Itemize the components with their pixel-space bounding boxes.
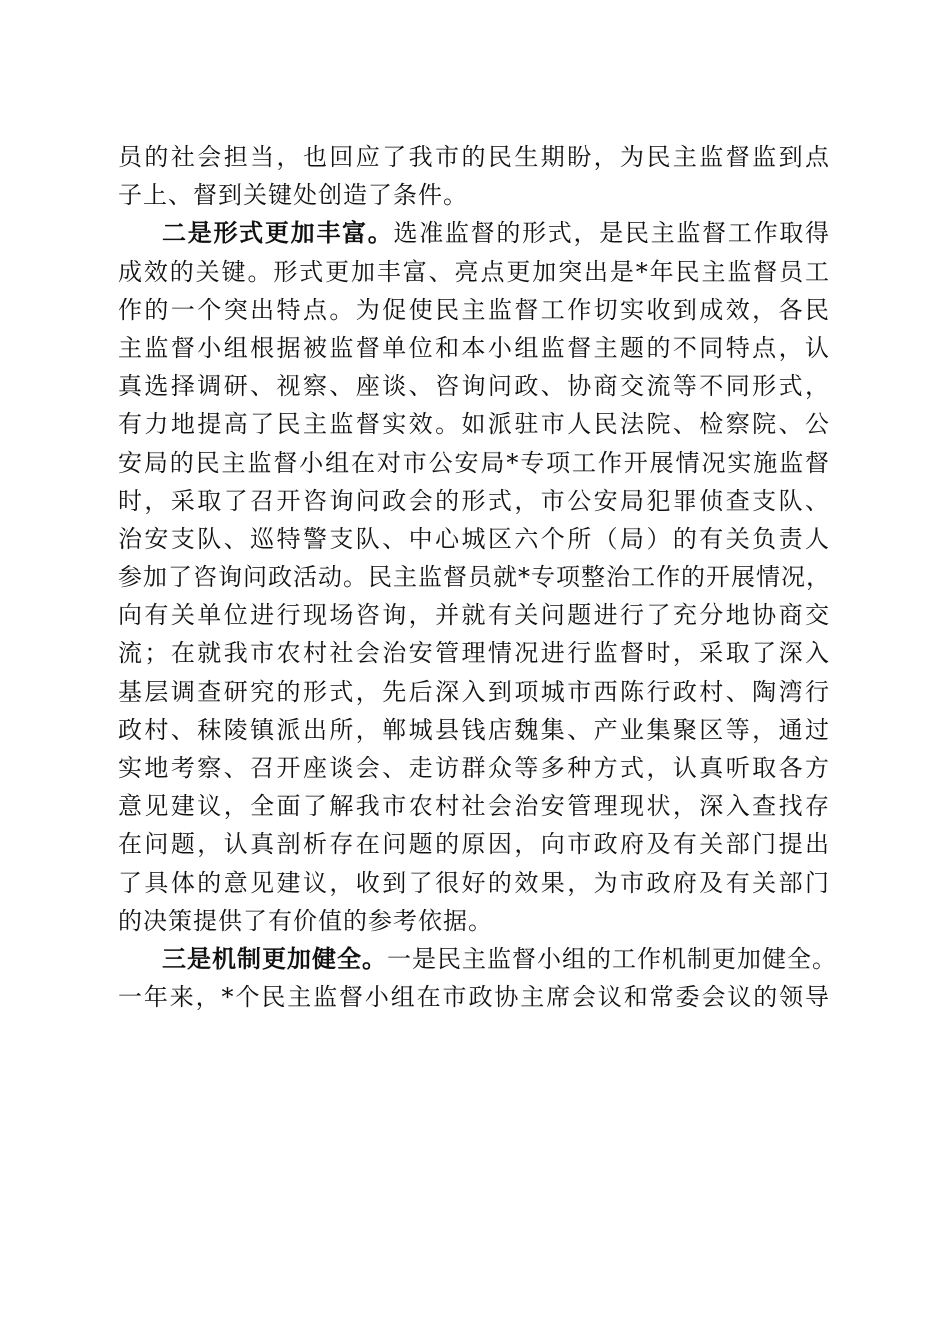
paragraph-line: 在问题，认真剖析存在问题的原因，向市政府及有关部门提出 (118, 830, 830, 859)
paragraph-line: 员的社会担当，也回应了我市的民生期盼，为民主监督监到点 (118, 143, 830, 171)
paragraph-line: 一年来，*个民主监督小组在市政协主席会议和常委会议的领导 (118, 983, 830, 1012)
document-page (118, 138, 837, 1016)
paragraph-line: 作的一个突出特点。为促使民主监督工作切实收到成效，各民 (118, 295, 830, 324)
paragraph-line: 子上、督到关键处创造了条件。 (118, 181, 468, 210)
paragraph-line: 实地考察、召开座谈会、走访群众等多种方式，认真听取各方 (118, 754, 830, 782)
paragraph-line: 有力地提高了民主监督实效。如派驻市人民法院、检察院、公 (118, 410, 830, 439)
paragraph-line: 成效的关键。形式更加丰富、亮点更加突出是*年民主监督员工 (118, 257, 830, 286)
section-heading: 二是形式更加丰富。 (162, 218, 394, 248)
paragraph-line: 治安支队、巡特警支队、中心城区六个所（局）的有关负责人 (118, 524, 830, 553)
paragraph-line: 向有关单位进行现场咨询，并就有关问题进行了充分地协商交 (118, 601, 830, 630)
section-heading: 三是机制更加健全。 (162, 943, 387, 973)
paragraph-line: 了具体的意见建议，收到了很好的效果，为市政府及有关部门 (118, 868, 830, 897)
paragraph-text: 一是民主监督小组的工作机制更加健全。 (387, 944, 837, 973)
paragraph-line: 真选择调研、视察、座谈、咨询问政、协商交流等不同形式， (118, 372, 830, 401)
paragraph-line: 意见建议，全面了解我市农村社会治安管理现状，深入查找存 (118, 792, 830, 821)
paragraph-first-line (118, 214, 830, 252)
paragraph-text: 选准监督的形式，是民主监督工作取得 (393, 219, 831, 248)
paragraph-line: 基层调查研究的形式，先后深入到项城市西陈行政村、陶湾行 (118, 677, 830, 706)
paragraph-line: 政村、秣陵镇派出所，郸城县钱店魏集、产业集聚区等，通过 (118, 715, 830, 744)
paragraph-first-line (118, 940, 837, 978)
paragraph-line: 的决策提供了有价值的参考依据。 (118, 906, 493, 935)
paragraph-line: 参加了咨询问政活动。民主监督员就*专项整治工作的开展情况， (118, 563, 831, 592)
paragraph-line: 安局的民主监督小组在对市公安局*专项工作开展情况实施监督 (118, 448, 830, 477)
paragraph-line: 主监督小组根据被监督单位和本小组监督主题的不同特点，认 (118, 333, 830, 362)
paragraph-line: 时，采取了召开咨询问政会的形式，市公安局犯罪侦查支队、 (118, 486, 830, 515)
paragraph-line: 流；在就我市农村社会治安管理情况进行监督时，采取了深入 (118, 639, 830, 668)
